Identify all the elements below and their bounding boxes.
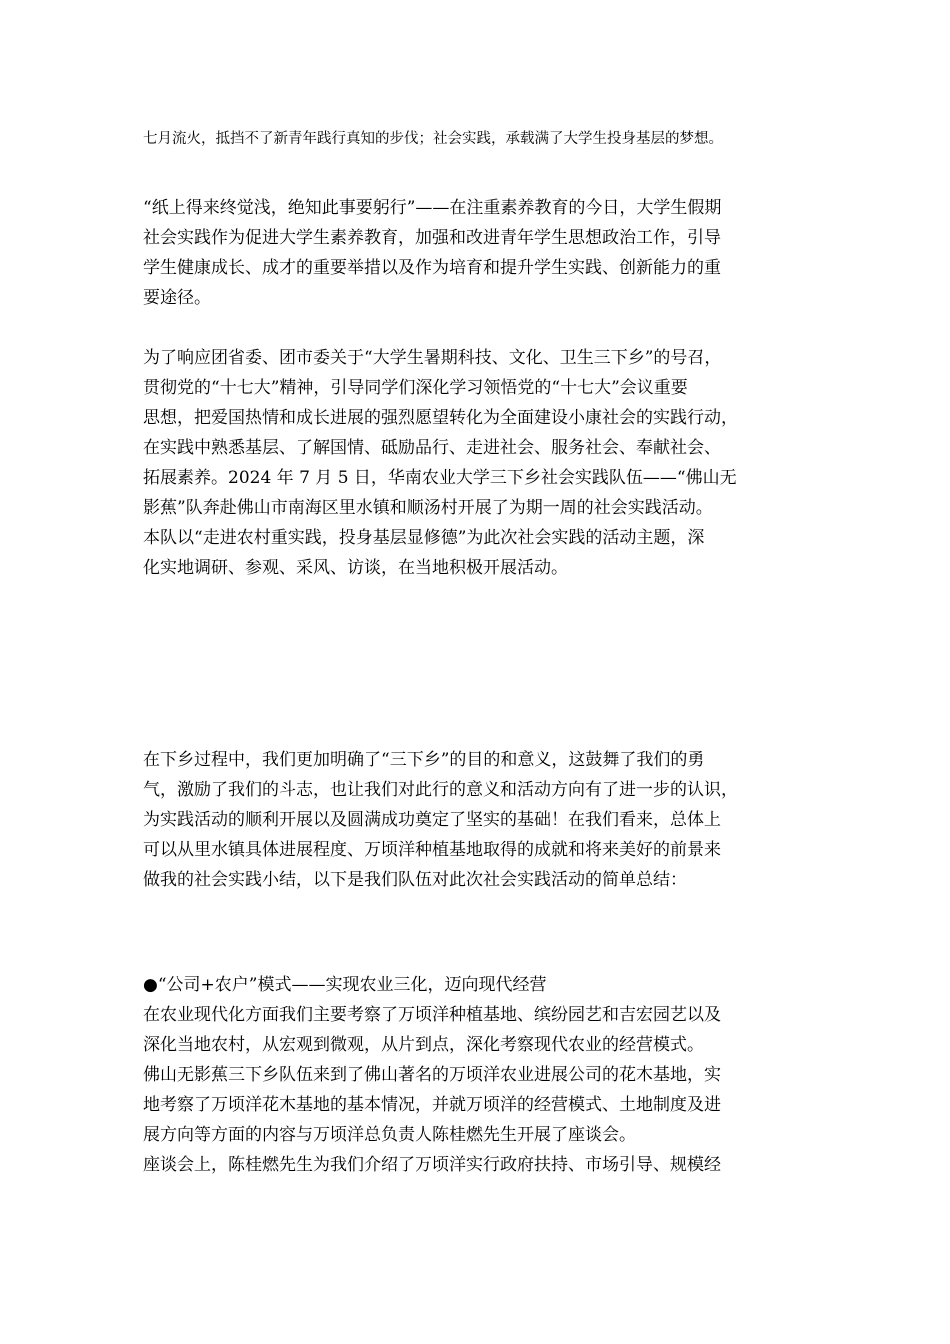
paragraph-background: 为了响应团省委、团市委关于“大学生暑期科技、文化、卫生三下乡”的号召， 贯彻党的“十七大”精神，引导同学们深化学习领悟党的“十七大”会议重要 思想，把爱国热情和成长进展的强烈愿望转化为全面建设小康社会的实践行动， 在实践中熟悉基层、了解国情、砥励品行、走进社会、服务社会、奉献社会、 拓展素养。2024 年 7 月 5 日，华南农业大学三下乡社会实践队伍——“佛山无 影蕉”队奔赴佛山市南海区里水镇和顺汤村开展了为期一周的社会实践活动。 本队以“走进农村重实践，投身基层显修德”为此次社会实践的活动主题，深 化实地调研、参观、采风、访谈，在当地积极开展活动。	[143, 348, 738, 578]
paragraph-summary: 在下乡过程中，我们更加明确了“三下乡”的目的和意义，这鼓舞了我们的勇 气，激励了我们的斗志，也让我们对此行的意义和活动方向有了进一步的认识， 为实践活动的顺利开展以及圆满成功奠定了坚实的基础！在我们看来，总体上 可以从里水镇具体进展程度、万顷洋种植基地取得的成就和将来美好的前景来 做我的社会实践小结，以下是我们队伍对此次社会实践活动的简单总结：	[143, 750, 738, 890]
paragraph-quote: “纸上得来终觉浅，绝知此事要躬行”——在注重素养教育的今日，大学生假期 社会实践作为促进大学生素养教育，加强和改进青年学生思想政治工作，引导 学生健康成长、成才的重要举措以及作为培育和提升学生实践、创新能力的重 要途径。	[143, 198, 722, 308]
paragraph-company-model: ●“公司+农户”模式——实现农业三化，迈向现代经营 在农业现代化方面我们主要考察了万顷洋种植基地、缤纷园艺和吉宏园艺以及 深化当地农村，从宏观到微观，从片到点，深化考察现代农业的经营模式。 佛山无影蕉三下乡队伍来到了佛山著名的万顷洋农业进展公司的花木基地，实 地考察了万顷洋花木基地的基本情况，并就万顷洋的经营模式、土地制度及进 展方向等方面的内容与万顷洋总负责人陈桂燃先生开展了座谈会。 座谈会上，陈桂燃先生为我们介绍了万顷洋实行政府扶持、市场引导、规模经	[143, 975, 721, 1175]
intro-line: 七月流火，抵挡不了新青年践行真知的步伐；社会实践，承载满了大学生投身基层的梦想。	[143, 131, 723, 147]
